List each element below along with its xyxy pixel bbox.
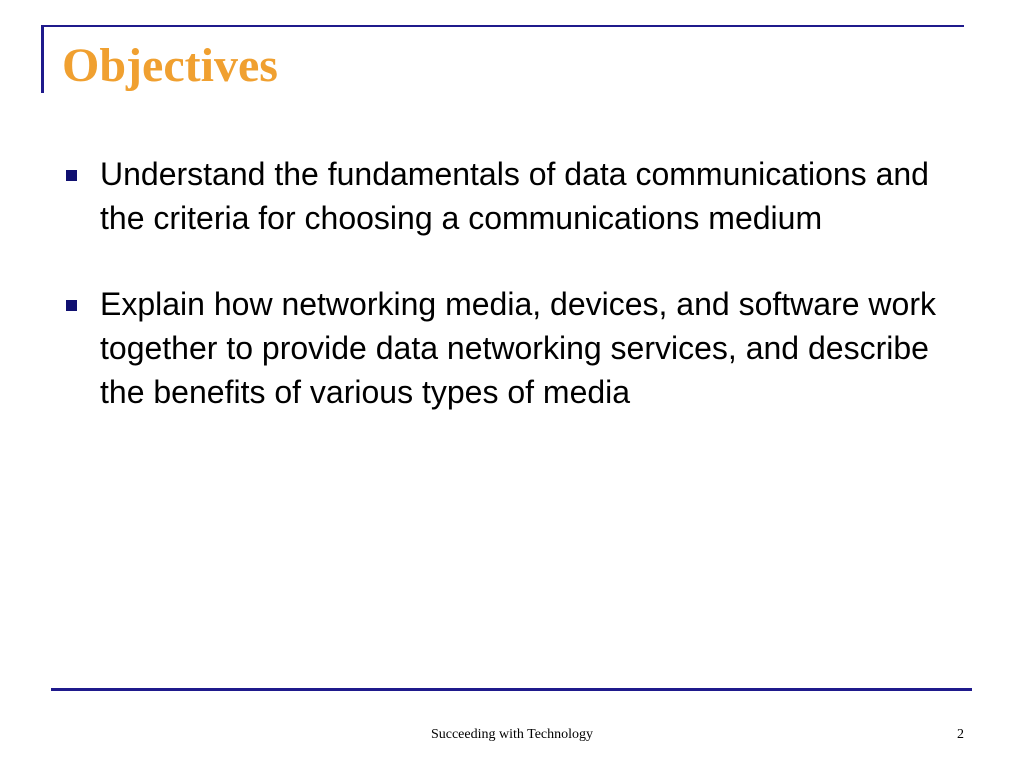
bullet-text: Explain how networking media, devices, and software work together to provide data networking services, and describe the benefits of various types of media (100, 286, 936, 410)
square-bullet-icon (66, 300, 77, 311)
page-number: 2 (957, 727, 964, 742)
bullet-item (62, 282, 962, 414)
slide-title: Objectives (62, 39, 278, 92)
title-frame-horizontal-rule (41, 25, 964, 27)
footer-title: Succeeding with Technology (430, 727, 594, 742)
bullet-text: Understand the fundamentals of data communications and the criteria for choosing a communications medium (100, 156, 929, 236)
bullet-list (62, 152, 962, 456)
bullet-item (62, 152, 962, 240)
square-bullet-icon (66, 170, 77, 181)
title-frame-vertical-rule (41, 25, 44, 93)
footer-rule (51, 688, 972, 691)
